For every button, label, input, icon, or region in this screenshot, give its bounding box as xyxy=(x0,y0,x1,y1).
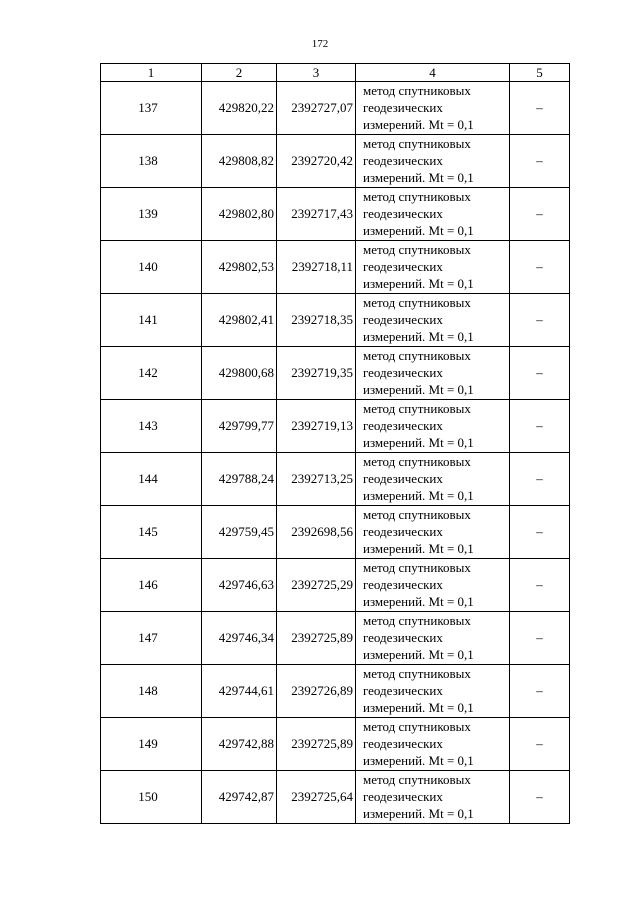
x-coordinate-cell: 429759,45 xyxy=(202,506,277,559)
table-row xyxy=(101,135,570,188)
table-row xyxy=(101,188,570,241)
point-number-cell: 145 xyxy=(101,506,202,559)
point-number-cell: 139 xyxy=(101,188,202,241)
method-line: метод спутниковых xyxy=(363,295,471,310)
note-cell: – xyxy=(510,506,570,559)
x-coordinate-cell: 429746,34 xyxy=(202,612,277,665)
method-line: геодезических xyxy=(363,789,443,804)
method-cell xyxy=(356,82,510,135)
method-line: метод спутниковых xyxy=(363,666,471,681)
table-row xyxy=(101,294,570,347)
x-coordinate-cell: 429742,87 xyxy=(202,771,277,824)
method-cell xyxy=(356,400,510,453)
method-cell xyxy=(356,453,510,506)
method-cell xyxy=(356,347,510,400)
method-line: метод спутниковых xyxy=(363,136,471,151)
y-coordinate-cell: 2392727,07 xyxy=(277,82,356,135)
method-line: измерений. Mt = 0,1 xyxy=(363,117,474,132)
header-col-5: 5 xyxy=(510,64,570,82)
x-coordinate-cell: 429742,88 xyxy=(202,718,277,771)
note-cell: – xyxy=(510,188,570,241)
note-cell: – xyxy=(510,241,570,294)
table-row xyxy=(101,771,570,824)
method-cell xyxy=(356,559,510,612)
point-number-cell: 141 xyxy=(101,294,202,347)
method-line: геодезических xyxy=(363,206,443,221)
method-cell xyxy=(356,506,510,559)
method-line: геодезических xyxy=(363,630,443,645)
method-line: измерений. Mt = 0,1 xyxy=(363,647,474,662)
method-line: метод спутниковых xyxy=(363,613,471,628)
method-line: геодезических xyxy=(363,100,443,115)
table-row xyxy=(101,612,570,665)
method-cell xyxy=(356,135,510,188)
method-line: геодезических xyxy=(363,471,443,486)
table-row xyxy=(101,347,570,400)
method-line: метод спутниковых xyxy=(363,719,471,734)
note-cell: – xyxy=(510,453,570,506)
method-line: метод спутниковых xyxy=(363,772,471,787)
x-coordinate-cell: 429802,80 xyxy=(202,188,277,241)
table-row xyxy=(101,82,570,135)
header-col-2: 2 xyxy=(202,64,277,82)
header-row xyxy=(101,64,570,82)
method-line: измерений. Mt = 0,1 xyxy=(363,594,474,609)
method-line: измерений. Mt = 0,1 xyxy=(363,488,474,503)
point-number-cell: 144 xyxy=(101,453,202,506)
point-number-cell: 148 xyxy=(101,665,202,718)
method-line: измерений. Mt = 0,1 xyxy=(363,170,474,185)
method-line: измерений. Mt = 0,1 xyxy=(363,753,474,768)
note-cell: – xyxy=(510,135,570,188)
table-row xyxy=(101,400,570,453)
x-coordinate-cell: 429802,53 xyxy=(202,241,277,294)
table-row xyxy=(101,559,570,612)
y-coordinate-cell: 2392719,35 xyxy=(277,347,356,400)
point-number-cell: 150 xyxy=(101,771,202,824)
y-coordinate-cell: 2392720,42 xyxy=(277,135,356,188)
note-cell: – xyxy=(510,718,570,771)
method-line: метод спутниковых xyxy=(363,507,471,522)
y-coordinate-cell: 2392698,56 xyxy=(277,506,356,559)
x-coordinate-cell: 429802,41 xyxy=(202,294,277,347)
method-line: измерений. Mt = 0,1 xyxy=(363,382,474,397)
note-cell: – xyxy=(510,400,570,453)
y-coordinate-cell: 2392713,25 xyxy=(277,453,356,506)
y-coordinate-cell: 2392725,89 xyxy=(277,718,356,771)
method-line: геодезических xyxy=(363,418,443,433)
method-line: геодезических xyxy=(363,683,443,698)
method-line: геодезических xyxy=(363,365,443,380)
method-line: геодезических xyxy=(363,577,443,592)
method-cell xyxy=(356,241,510,294)
x-coordinate-cell: 429800,68 xyxy=(202,347,277,400)
method-line: измерений. Mt = 0,1 xyxy=(363,223,474,238)
page-number: 172 xyxy=(311,38,329,50)
x-coordinate-cell: 429788,24 xyxy=(202,453,277,506)
y-coordinate-cell: 2392725,29 xyxy=(277,559,356,612)
y-coordinate-cell: 2392718,11 xyxy=(277,241,356,294)
y-coordinate-cell: 2392717,43 xyxy=(277,188,356,241)
table-row xyxy=(101,718,570,771)
table-row xyxy=(101,453,570,506)
method-line: метод спутниковых xyxy=(363,83,471,98)
method-line: измерений. Mt = 0,1 xyxy=(363,700,474,715)
y-coordinate-cell: 2392725,64 xyxy=(277,771,356,824)
method-cell xyxy=(356,718,510,771)
point-number-cell: 138 xyxy=(101,135,202,188)
method-cell xyxy=(356,665,510,718)
method-line: геодезических xyxy=(363,153,443,168)
y-coordinate-cell: 2392726,89 xyxy=(277,665,356,718)
x-coordinate-cell: 429744,61 xyxy=(202,665,277,718)
point-number-cell: 146 xyxy=(101,559,202,612)
method-line: метод спутниковых xyxy=(363,242,471,257)
header-col-3: 3 xyxy=(277,64,356,82)
method-line: геодезических xyxy=(363,312,443,327)
method-line: метод спутниковых xyxy=(363,189,471,204)
y-coordinate-cell: 2392719,13 xyxy=(277,400,356,453)
note-cell: – xyxy=(510,347,570,400)
method-line: измерений. Mt = 0,1 xyxy=(363,435,474,450)
method-line: измерений. Mt = 0,1 xyxy=(363,806,474,821)
note-cell: – xyxy=(510,771,570,824)
method-line: метод спутниковых xyxy=(363,454,471,469)
note-cell: – xyxy=(510,82,570,135)
y-coordinate-cell: 2392725,89 xyxy=(277,612,356,665)
coordinates-table xyxy=(100,63,570,824)
note-cell: – xyxy=(510,612,570,665)
x-coordinate-cell: 429820,22 xyxy=(202,82,277,135)
x-coordinate-cell: 429799,77 xyxy=(202,400,277,453)
point-number-cell: 140 xyxy=(101,241,202,294)
method-line: измерений. Mt = 0,1 xyxy=(363,276,474,291)
point-number-cell: 142 xyxy=(101,347,202,400)
method-line: метод спутниковых xyxy=(363,560,471,575)
point-number-cell: 143 xyxy=(101,400,202,453)
method-line: метод спутниковых xyxy=(363,348,471,363)
method-cell xyxy=(356,294,510,347)
method-cell xyxy=(356,771,510,824)
table-row xyxy=(101,241,570,294)
method-line: геодезических xyxy=(363,524,443,539)
method-cell xyxy=(356,188,510,241)
note-cell: – xyxy=(510,665,570,718)
header-col-4: 4 xyxy=(356,64,510,82)
table-row xyxy=(101,506,570,559)
table-row xyxy=(101,665,570,718)
method-line: геодезических xyxy=(363,736,443,751)
x-coordinate-cell: 429808,82 xyxy=(202,135,277,188)
point-number-cell: 147 xyxy=(101,612,202,665)
method-cell xyxy=(356,612,510,665)
y-coordinate-cell: 2392718,35 xyxy=(277,294,356,347)
method-line: измерений. Mt = 0,1 xyxy=(363,541,474,556)
x-coordinate-cell: 429746,63 xyxy=(202,559,277,612)
header-col-1: 1 xyxy=(101,64,202,82)
point-number-cell: 137 xyxy=(101,82,202,135)
method-line: измерений. Mt = 0,1 xyxy=(363,329,474,344)
method-line: геодезических xyxy=(363,259,443,274)
note-cell: – xyxy=(510,294,570,347)
point-number-cell: 149 xyxy=(101,718,202,771)
note-cell: – xyxy=(510,559,570,612)
method-line: метод спутниковых xyxy=(363,401,471,416)
